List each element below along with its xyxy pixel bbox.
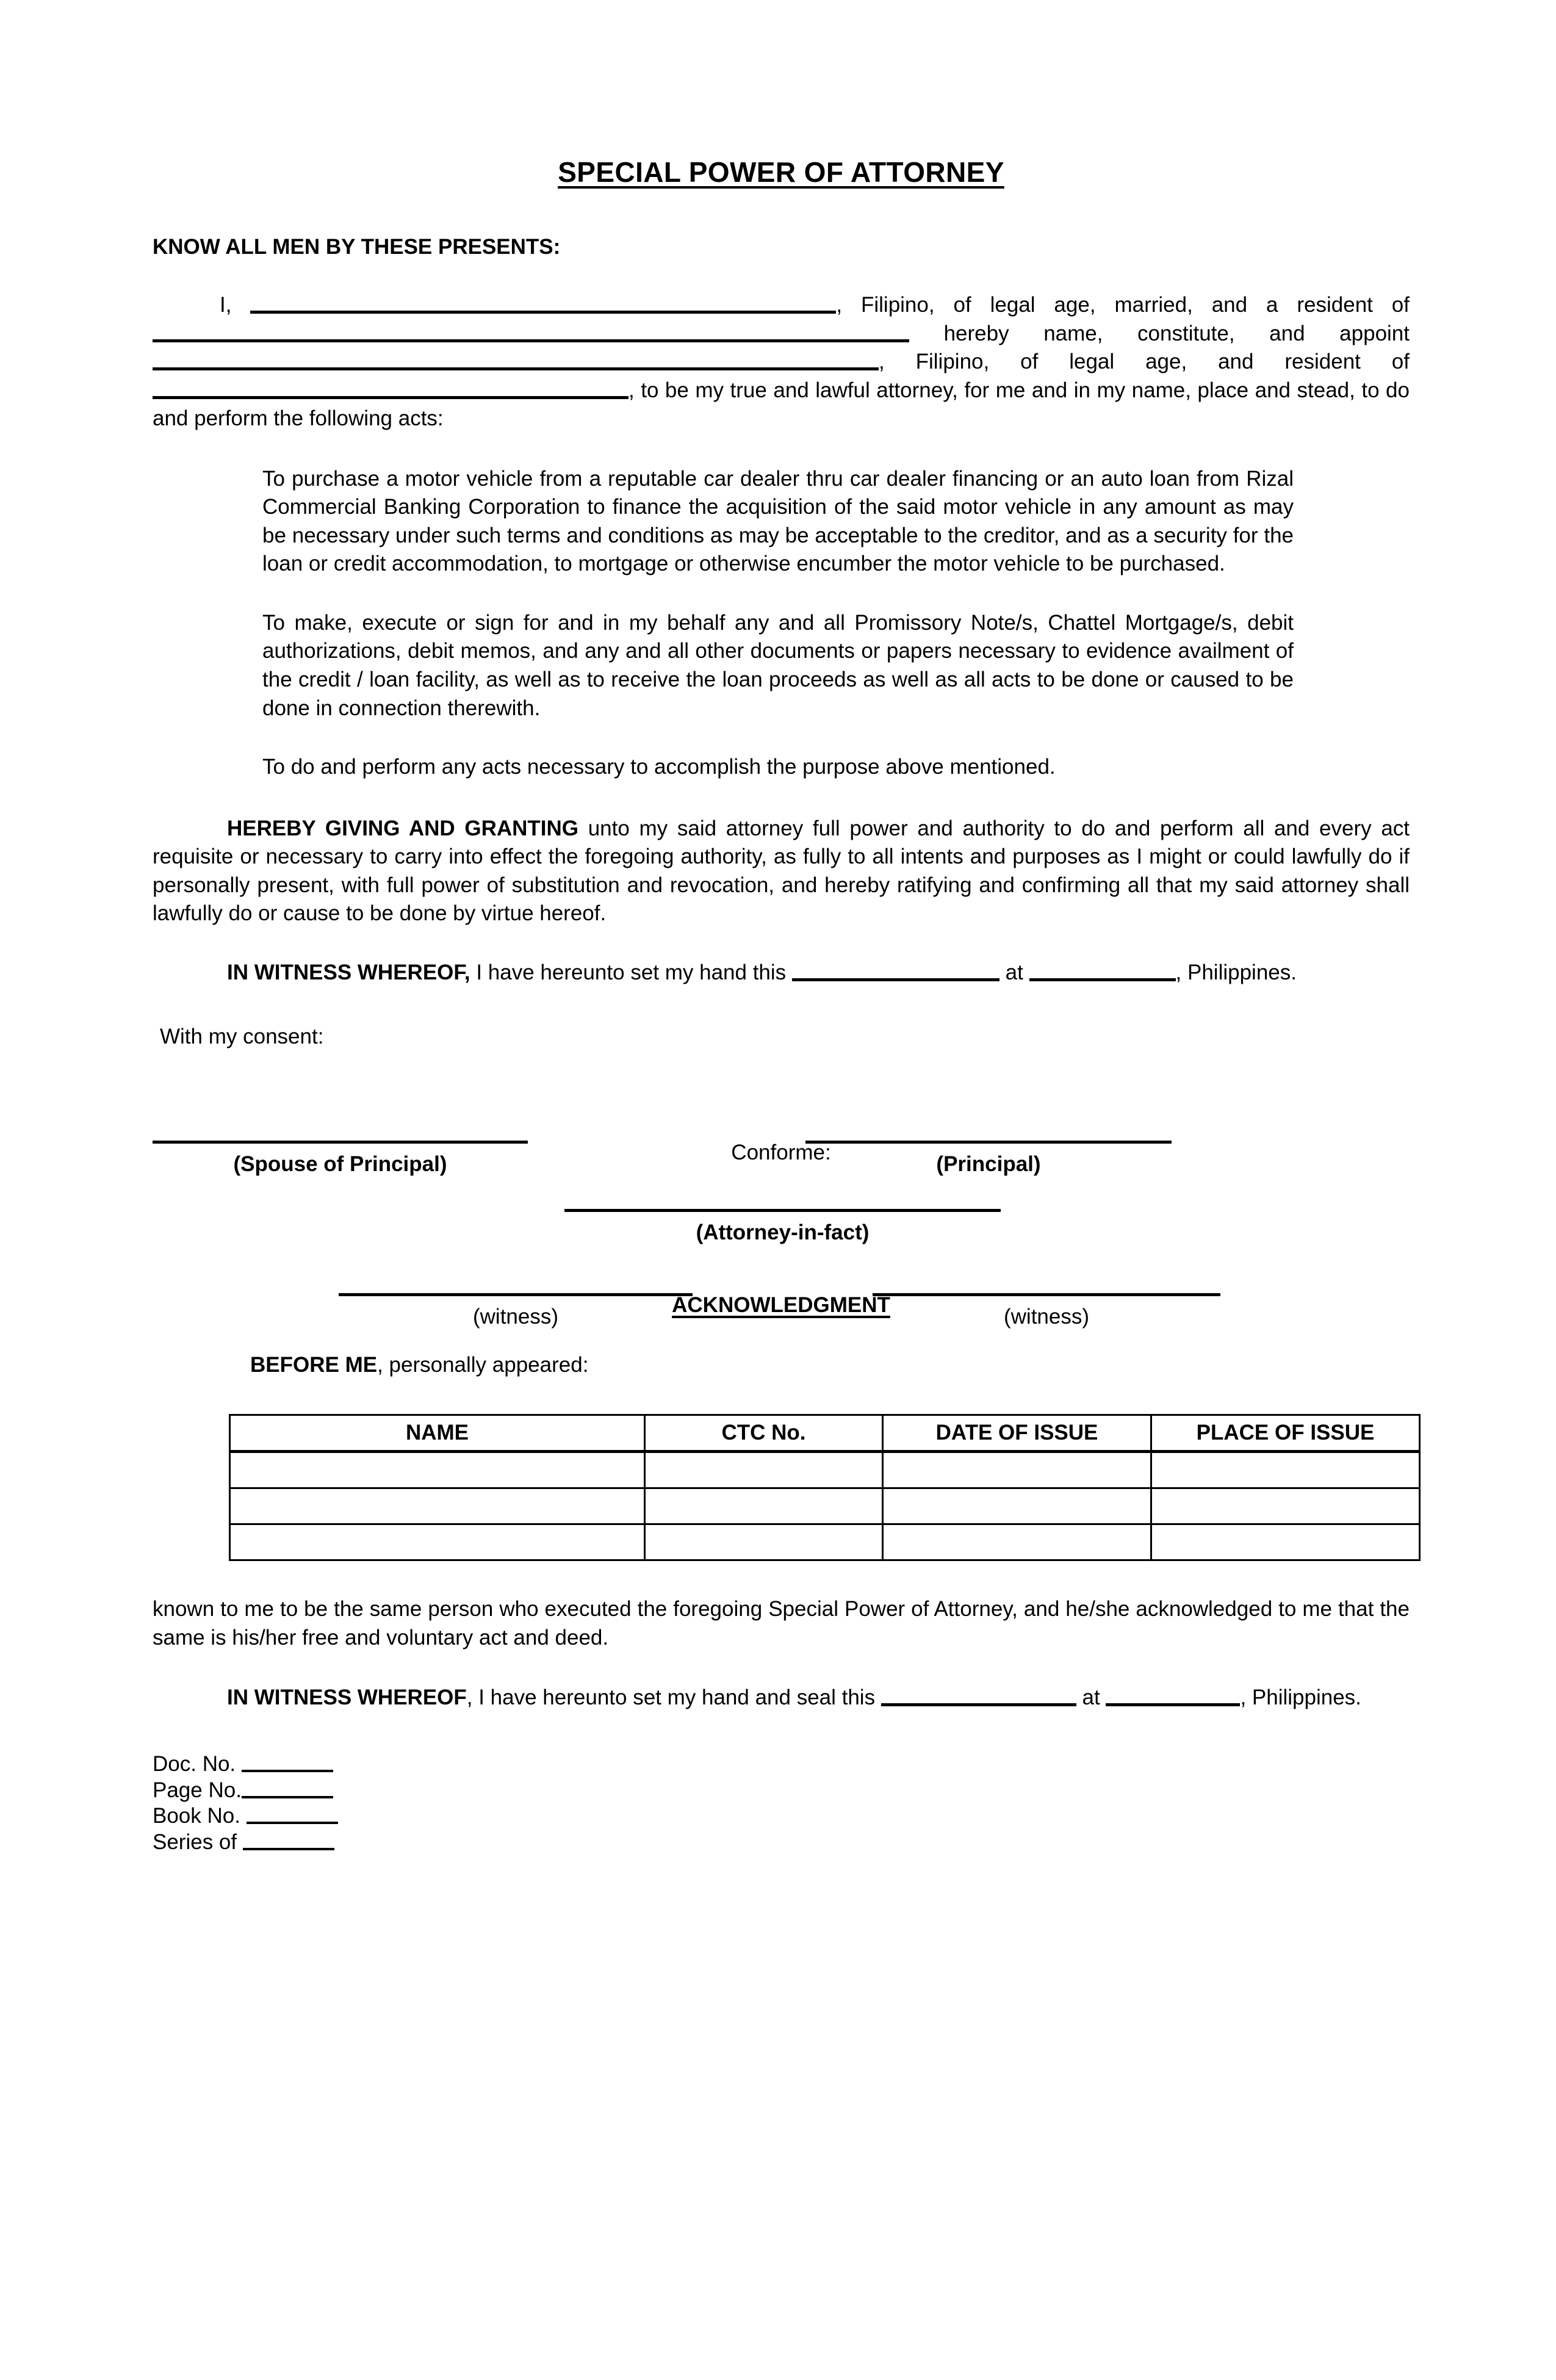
table-cell-date[interactable] (883, 1524, 1151, 1560)
granting-body: unto my said attorney full power and authority to do and perform all and every act requisite or necessary to carry into effect the foregoing authority, as fully to all intents and purposes as I might or could lawfully do if personally present, with full power of substitution and revocation, and hereby ratifying and confirming all that my said attorney shall lawfully do or cause to be done by virtue hereof. (153, 816, 1410, 926)
before-me-line (153, 1353, 1410, 1377)
table-cell-place[interactable] (1151, 1488, 1420, 1524)
book-no-line (153, 1803, 1410, 1830)
witness-place-blank[interactable] (1029, 959, 1176, 981)
ctc-table (229, 1414, 1421, 1561)
doc-no-blank[interactable] (242, 1753, 333, 1772)
table-cell-name[interactable] (230, 1488, 645, 1524)
page-no-blank[interactable] (242, 1779, 333, 1798)
final-date-blank[interactable] (881, 1684, 1076, 1706)
known-to-me-paragraph: known to me to be the same person who executed the foregoing Special Power of Attorney, and he/she acknowledged to me that the same is his/her free and voluntary act and deed. (153, 1597, 1410, 1650)
before-me-rest: , personally appeared: (377, 1353, 589, 1377)
act-paragraph-1: To purchase a motor vehicle from a reputable car dealer thru car dealer financing or an auto loan from Rizal Commercial Banking Corporation to finance the acquisition of the said motor vehicle in any amount as may be necessary under such terms and conditions as may be acceptable to the creditor, and as a security for the loan or credit accommodation, to mortgage or otherwise encumber the motor vehicle to be purchased. (262, 466, 1294, 576)
book-no-blank[interactable] (247, 1805, 338, 1824)
book-no-label: Book No. (153, 1804, 240, 1828)
spouse-signature-block (153, 1141, 528, 1177)
before-me-bold: BEFORE ME (250, 1353, 378, 1377)
page-title-text: SPECIAL POWER OF ATTORNEY (558, 156, 1004, 188)
page-title (153, 156, 1410, 189)
acknowledgment-heading-text: ACKNOWLEDGMENT (672, 1293, 890, 1318)
granting-bold-lead: HEREBY GIVING AND GRANTING (227, 816, 579, 840)
witness-bold-lead: IN WITNESS WHEREOF, (227, 960, 470, 984)
witness-left-block (339, 1293, 693, 1329)
attorney-signature-label: (Attorney-in-fact) (696, 1221, 870, 1245)
table-cell-ctc[interactable] (645, 1488, 883, 1524)
series-of-line (153, 1830, 1410, 1856)
page-no-line (153, 1778, 1410, 1804)
intro-i-label: I, (220, 293, 232, 317)
table-cell-date[interactable] (883, 1452, 1151, 1488)
spouse-signature-line[interactable] (153, 1141, 528, 1144)
consent-label: With my consent: (160, 1025, 324, 1049)
table-header-name: NAME (230, 1415, 645, 1452)
attorney-signature-block (564, 1209, 1001, 1245)
final-witness-paragraph (153, 1684, 1410, 1712)
table-cell-place[interactable] (1151, 1524, 1420, 1560)
final-witness-bold-lead: IN WITNESS WHEREOF (227, 1686, 467, 1710)
witness-text-after: , Philippines. (1175, 960, 1297, 984)
table-cell-place[interactable] (1151, 1452, 1420, 1488)
page-no-label: Page No. (153, 1778, 242, 1802)
intro-segment-2: hereby name, constitute, and appoint (909, 321, 1410, 345)
principal-name-blank[interactable] (250, 291, 836, 314)
table-header-ctc: CTC No. (645, 1415, 883, 1452)
series-of-label: Series of (153, 1830, 237, 1855)
series-of-blank[interactable] (243, 1831, 334, 1850)
final-witness-text-after: , Philippines. (1240, 1686, 1361, 1710)
doc-no-label: Doc. No. (153, 1752, 236, 1776)
attorney-address-blank[interactable] (153, 377, 629, 399)
table-cell-name[interactable] (230, 1452, 645, 1488)
act-paragraph-3: To do and perform any acts necessary to accomplish the purpose above mentioned. (262, 755, 1056, 779)
table-cell-name[interactable] (230, 1524, 645, 1560)
spouse-signature-label: (Spouse of Principal) (233, 1152, 447, 1177)
doc-no-line (153, 1751, 1410, 1778)
conforme-label: Conforme: (731, 1141, 831, 1165)
intro-paragraph (153, 291, 1410, 433)
witness-clause-paragraph (153, 959, 1410, 987)
preamble-heading: KNOW ALL MEN BY THESE PRESENTS: (153, 235, 561, 259)
table-row (230, 1488, 1420, 1524)
final-place-blank[interactable] (1106, 1684, 1240, 1706)
witness-right-label: (witness) (1003, 1305, 1090, 1329)
witness-left-label: (witness) (472, 1305, 559, 1329)
principal-signature-block (805, 1141, 1172, 1177)
final-witness-text-at: at (1076, 1686, 1106, 1710)
table-cell-ctc[interactable] (645, 1452, 883, 1488)
table-header-date: DATE OF ISSUE (883, 1415, 1151, 1452)
table-header-row (230, 1415, 1420, 1452)
principal-address-blank[interactable] (153, 320, 909, 342)
intro-segment-1: , Filipino, of legal age, married, and a resident of (836, 293, 1410, 317)
table-cell-date[interactable] (883, 1488, 1151, 1524)
intro-segment-4: , to be my true and lawful attorney, for me and in my name, place and stead, to do and perform the following acts: (153, 378, 1410, 431)
table-cell-ctc[interactable] (645, 1524, 883, 1560)
table-row (230, 1452, 1420, 1488)
document-body (153, 0, 1410, 1856)
attorney-name-blank[interactable] (153, 348, 879, 370)
witness-text-before: I have hereunto set my hand this (470, 960, 792, 984)
final-witness-text-before: , I have hereunto set my hand and seal this (466, 1686, 881, 1710)
principal-signature-line[interactable] (805, 1141, 1172, 1144)
intro-segment-3: , Filipino, of legal age, and resident of (879, 350, 1410, 374)
witness-left-line[interactable] (339, 1293, 693, 1296)
witness-right-line[interactable] (873, 1293, 1220, 1296)
granting-paragraph (153, 815, 1410, 928)
table-header-place: PLACE OF ISSUE (1151, 1415, 1420, 1452)
act-paragraph-2: To make, execute or sign for and in my behalf any and all Promissory Note/s, Chattel Mortgage/s, debit authorizations, debit memos, and any and all other documents or papers necessary to evidence availment of the credit / loan facility, as well as to receive the loan proceeds as well as all acts to be done or caused to be done in connection therewith. (262, 610, 1294, 720)
witness-right-block (873, 1293, 1220, 1329)
witness-text-at: at (999, 960, 1029, 984)
witness-date-blank[interactable] (792, 959, 1000, 981)
doc-numbers-block (153, 1751, 1410, 1856)
table-row (230, 1524, 1420, 1560)
attorney-signature-line[interactable] (564, 1209, 1001, 1212)
acts-block (262, 465, 1294, 782)
principal-signature-label: (Principal) (936, 1152, 1041, 1177)
